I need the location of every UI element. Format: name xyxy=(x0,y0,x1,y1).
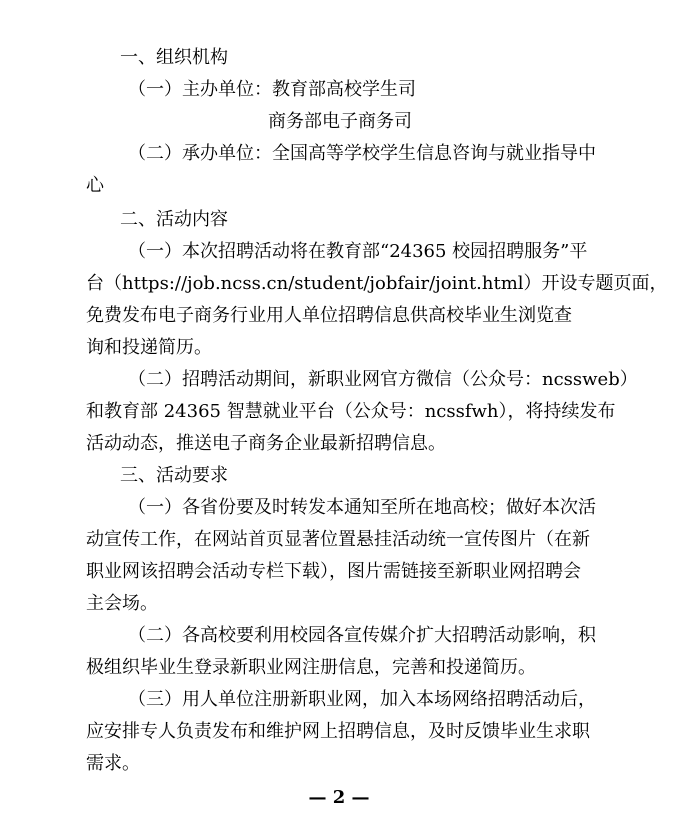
requirements-paragraph-1-line-1: （一）各省份要及时转发本通知至所在地高校；做好本次活 xyxy=(128,497,596,518)
activity-paragraph-2-line-1: （二）招聘活动期间，新职业网官方微信（公众号：ncssweb） xyxy=(128,369,638,390)
requirements-paragraph-3-line-2: 应安排专人负责发布和维护网上招聘信息，及时反馈毕业生求职 xyxy=(86,721,590,742)
requirements-paragraph-2-line-1: （二）各高校要利用校园各宣传媒介扩大招聘活动影响，积 xyxy=(128,625,596,646)
activity-paragraph-1-line-3: 免费发布电子商务行业用人单位招聘信息供高校毕业生浏览查 xyxy=(86,305,572,326)
requirements-paragraph-1-line-2: 动宣传工作，在网站首页显著位置悬挂活动统一宣传图片（在新 xyxy=(86,529,590,550)
activity-paragraph-1-line-4: 询和投递简历。 xyxy=(86,337,212,358)
page-number: — 2 — xyxy=(308,787,370,808)
requirements-paragraph-3-line-3: 需求。 xyxy=(86,753,140,774)
section-heading-organization: 一、组织机构 xyxy=(120,47,228,68)
requirements-paragraph-1-line-3: 职业网该招聘会活动专栏下载），图片需链接至新职业网招聘会 xyxy=(86,561,581,582)
contractor-continuation-line: 心 xyxy=(86,175,104,196)
activity-paragraph-1-line-2: 台（https://job.ncss.cn/student/jobfair/joint.html）开设专题页面， xyxy=(86,273,668,294)
requirements-paragraph-3-line-1: （三）用人单位注册新职业网，加入本场网络招聘活动后， xyxy=(128,689,596,710)
section-heading-requirements: 三、活动要求 xyxy=(120,465,228,486)
contractor-line: （二）承办单位：全国高等学校学生信息咨询与就业指导中 xyxy=(128,143,596,164)
activity-paragraph-2-line-3: 活动动态，推送电子商务企业最新招聘信息。 xyxy=(86,433,446,454)
organizer-line: （一）主办单位：教育部高校学生司 xyxy=(128,79,416,100)
requirements-paragraph-1-line-4: 主会场。 xyxy=(86,593,158,614)
requirements-paragraph-2-line-2: 极组织毕业生登录新职业网注册信息，完善和投递简历。 xyxy=(86,657,536,678)
organizer-second-line: 商务部电子商务司 xyxy=(268,111,412,132)
activity-paragraph-2-line-2: 和教育部 24365 智慧就业平台（公众号：ncssfwh），将持续发布 xyxy=(86,401,616,422)
section-heading-activity-content: 二、活动内容 xyxy=(120,209,228,230)
activity-paragraph-1-line-1: （一）本次招聘活动将在教育部“24365 校园招聘服务”平 xyxy=(128,241,588,262)
